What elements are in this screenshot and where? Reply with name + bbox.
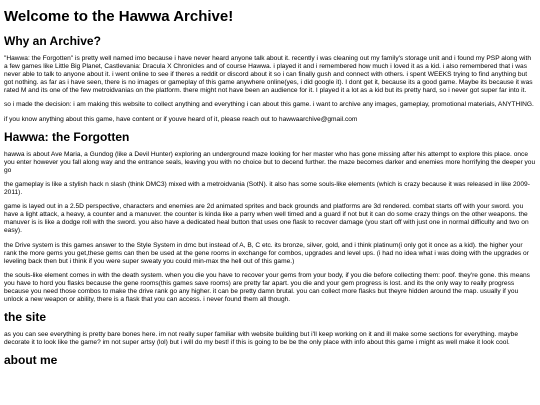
paragraph: so i made the decision: i am making this website to collect anything and everything i can about this game. i want to archive any images, gameplay, promotional materials, ANYTHING. (4, 101, 534, 109)
section-heading: the site (4, 310, 47, 325)
section-why-archive (4, 34, 536, 124)
section-the-site (4, 310, 536, 347)
paragraph: the Drive system is this games answer to the Style System in dmc but instead of A, B, C etc. its bronze, silver, gold, and i think platinum(i only got it once as a kid). the higher your rank the more gems you get,these gems can then be used at the gene rooms in exchange for combos, upgrades and level ups. (i had no idea what i was doing with the upgrades or leveling back then but i think if you were super sweaty you could min-max the hell out of this game.) (4, 241, 529, 265)
paragraph: as you can see everything is pretty bare bones here. im not really super familiar with website building but i'll keep working on it and ill make some sections for everything. maybe decorate it to look like the game? im not super artsy (lol) but i will do my best! if this is going to be be the only place with info about this game i might as well make it look cool. (4, 331, 518, 347)
section-about-me (4, 353, 536, 368)
section-hawwa-forgotten (4, 130, 536, 305)
paragraph: hawwa is about Ave Maria, a Gundog (like a Devil Hunter) exploring an underground maze looking for her master who has gone missing after his attempt to explore this place. once you enter however you fall along way and the entrance seals, leaving you with no choice but to decend further. the maze becomes darker and enemies more horrifying the deeper you go (4, 150, 536, 174)
paragraph: if you know anything about this game, have content or if youve heard of it, please reach out to hawwaarchive@gmail.com (4, 115, 358, 123)
section-heading: Hawwa: the Forgotten (4, 129, 130, 144)
section-heading: about me (4, 353, 58, 368)
section-heading: Why an Archive? (4, 34, 101, 48)
paragraph: "Hawwa: the Forgotten" is pretty well named imo because i have never heard anyone talk about it. recently i was cleaning out my family's storage unit and i found my PSP along with a few games like Little Big Planet, Castlevania: Dracula X Chronicles and of course Hawwa. i played it and i remembered how much i loved it as a kid. i also remembered that i was never able to talk to anyone about it. i went online to see if theres a reddit or discord about it so i can finally gush and connect with others. i spent WEEKS trying to find anything but got nothing. as far as i have seen, there is no images or gameplay of this game anywhere online(yes, i did google it). I dont get it, because its a good game. Maybe its because it was rated M and its one of the few metroidvanias on the platform. there might not have been an audience for it. I played it a lot as a kid but its pretty hard, so i never got super far into it. (4, 55, 533, 95)
paragraph: the gameplay is like a stylish hack n slash (think DMC3) mixed with a metroidvania (SotN). it also has some souls-like elements (which is crazy because it was released in like 2009-2011). (4, 180, 530, 197)
paragraph: the souls-like element comes in with the death system. when you die you have to recover your gems from your body, if you die before collecting them: poof. they're gone. this means you have to hord you flasks because the gene rooms(this games save rooms) are pretty far apart. you die and your gem progress is lost. and its the only way to really progress because you need those combos to make the drive rank go any higher. it can be pretty damn brutal. you can collect more flasks but theyre hidden around the map. usually if you unlock a new weapon or ability, there is a flask that you can access. i never found them all though. (4, 271, 530, 304)
page-title: Welcome to the Hawwa Archive! (4, 8, 234, 25)
paragraph: game is layed out in a 2.5D perspective, characters and enemies are 2d animated sprites and back grounds and platforms are 3d rendered. combat starts off with your sword. you have a light attack, a heavy, a counter and a manuver. the counter is kinda like a parry when well timed and a guard if not but it can do some crazy things on the other weapons. the manuver is is like a dodge roll with the sword. you also have a dedicated heal button that uses one flask to recover damage (you start off with just one in normal difficulty and two on easy). (4, 203, 529, 235)
